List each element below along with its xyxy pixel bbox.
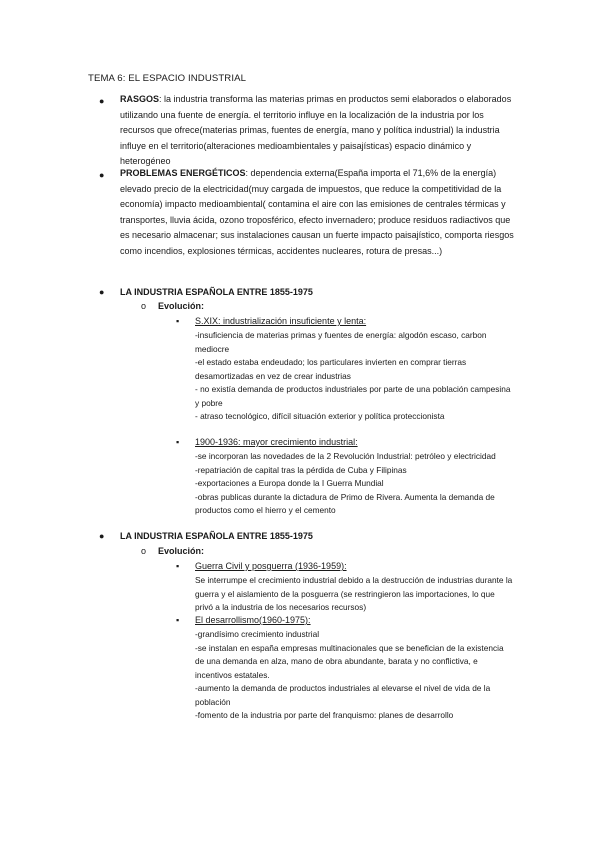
list-line: -el estado estaba endeudado; los particulares invierten en comprar tierras desamortizadas en vez de crear industrias (195, 357, 467, 381)
section1-heading: LA INDUSTRIA ESPAÑOLA ENTRE 1855-1975 (120, 287, 313, 297)
list-line: -se instalan en españa empresas multinacionales que se benefician de la existencia de una demanda en alza, mano de obra abundante, barata y no conflictiva, e incentivos estatales. (195, 642, 504, 680)
list-line: -aumento la demanda de productos industriales al elevarse el nivel de vida de la población (195, 683, 491, 707)
list-line: -obras publicas durante la dictadura de Primo de Rivera. Aumenta la demanda de productos como el hierro y el cemento (195, 491, 495, 515)
section1-item1-heading: S.XIX: industrialización insuficiente y lenta: (195, 316, 367, 326)
list-line: Se interrumpe el crecimiento industrial debido a la destrucción de industrias durante la guerra y el aislamiento de la posguerra (se restringieron las importaciones, lo que privó a la industria de los necesarios recursos) (195, 575, 513, 612)
section2-item1-heading: Guerra Civil y posguerra (1936-1959): (195, 561, 347, 571)
list-line: -insuficiencia de materias primas y fuentes de energía: algodón escaso, carbon mediocre (195, 330, 487, 354)
problemas-text: : dependencia externa(España importa el 71,6% de la energía) elevado precio de la electricidad(muy cargada de impuestos, que reduce la competitividad de la economía) impacto medioambiental( contamina el aire con las emisiones de centrales térmicas y transportes, lluvia ácida, ozono troposférico, efecto invernadero; produce residuos radiactivos que es necesario almacenar; sus instalaciones causan un fuerte impacto paisajístico, comporta riesgos como incendios, explosiones térmicas, accidentes nucleares, rotura de presas...) (120, 168, 514, 256)
rasgos-paragraph (120, 92, 520, 170)
bullet-icon: ● (99, 287, 105, 297)
section2-item2-heading: El desarrollismo(1960-1975): (195, 615, 311, 625)
rasgos-label: RASGOS (120, 94, 160, 104)
section2-item2-body (195, 628, 515, 723)
bullet-icon: ● (99, 531, 105, 541)
document-title: TEMA 6: EL ESPACIO INDUSTRIAL (88, 73, 247, 84)
list-line: - atraso tecnológico, difícil situación exterior y política proteccionista (195, 411, 445, 421)
problemas-label: PROBLEMAS ENERGÉTICOS (120, 168, 246, 178)
square-bullet-icon: ▪ (176, 561, 180, 571)
list-line: -exportaciones a Europa donde la I Guerra Mundial (195, 478, 384, 488)
list-line: -grandísimo crecimiento industrial (195, 629, 320, 639)
square-bullet-icon: ▪ (176, 437, 180, 447)
section1-item2-heading: 1900-1936: mayor crecimiento industrial: (195, 437, 358, 447)
section2-sub: Evolución: (158, 546, 205, 556)
problemas-paragraph (120, 166, 520, 260)
list-line: - no existía demanda de productos industriales por parte de una población campesina y pobre (195, 384, 511, 408)
section2-item1-body (195, 574, 515, 615)
section1-sub: Evolución: (158, 301, 205, 311)
bullet-icon: ● (99, 96, 105, 106)
bullet-icon: ● (99, 170, 105, 180)
list-line: -fomento de la industria por parte del franquismo: planes de desarrollo (195, 710, 454, 720)
section1-item2-body (195, 450, 515, 518)
section1-item1-body (195, 329, 515, 424)
square-bullet-icon: ▪ (176, 316, 180, 326)
section2-heading: LA INDUSTRIA ESPAÑOLA ENTRE 1855-1975 (120, 531, 313, 541)
rasgos-text: : la industria transforma las materias primas en productos semi elaborados o elaborados utilizando una fuente de energía. el territorio influye en la localización de la industria por los recursos que ofrece(materias primas, fuentes de energía, mano y política industrial) la industria influye en el territorio(alteraciones medioambientales y paisajísticas) espacio dinámico y heterogéneo (120, 94, 512, 167)
list-line: -se incorporan las novedades de la 2 Revolución Industrial: petróleo y electricidad (195, 451, 496, 461)
list-line: -repatriación de capital tras la pérdida de Cuba y Filipinas (195, 464, 407, 475)
circle-bullet-icon: o (141, 546, 147, 556)
square-bullet-icon: ▪ (176, 615, 180, 625)
circle-bullet-icon: o (141, 301, 147, 311)
